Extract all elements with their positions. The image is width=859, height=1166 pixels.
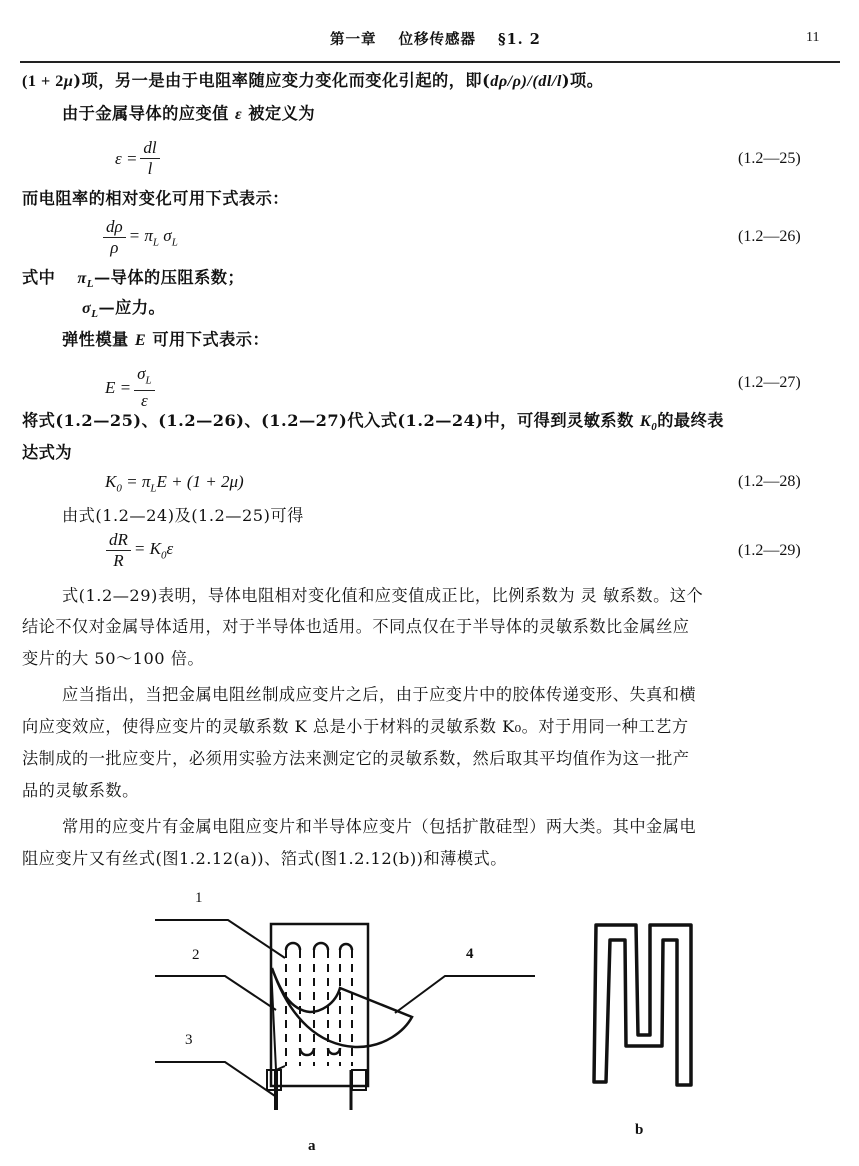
page-number: 11 [806,30,820,45]
paragraph-1-line-2: 结论不仅对金属导体适用，对于半导体也适用。不同点仅在于半导体的灵敏系数比金属丝应 [22,617,690,636]
equation-number: (1.2—26) [738,228,801,245]
equation-number: (1.2—25) [738,150,801,167]
running-header [330,28,541,49]
text-line-1: (1 + 2μ)项，另一是由于电阻率随应变力变化而变化引起的，即(dρ/ρ)/(dl/l)项。 [22,71,604,90]
section-label: §1. 2 [498,31,541,48]
paragraph-2-line-1: 应当指出，当把金属电阻丝制成应变片之后，由于应变片中的胶体传递变形、失真和横 [62,685,697,704]
paragraph-2-line-3: 法制成的一批应变片，必须用实验方法来测定它的灵敏系数，然后取其平均值作为这一批产 [22,749,690,768]
paragraph-2-line-4: 品的灵敏系数。 [22,781,139,800]
figure-a-wire-strain-gauge [140,870,540,1162]
text-line-6: 达式为 [22,443,73,462]
where-line-1: 式中 $\pi_L—$导体的压阻系数； [22,268,245,291]
equation-1-2-25: ε = $\frac{dl}{l}$ [115,138,163,179]
header-divider [20,61,840,63]
text-line-3: 而电阻率的相对变化可用下式表示： [22,189,289,208]
text-line-4: 弹性模量 E 可用下式表示： [62,330,270,349]
figure-b-caption: b [635,1122,644,1138]
paragraph-3-line-2: 阻应变片又有丝式(图1.2.12(a))、箔式(图1.2.12(b))和薄模式。 [22,849,507,868]
equation-number: (1.2—27) [738,374,801,391]
equation-1-2-29: $\frac{dR}{R}$ = $K_0\varepsilon$ [103,530,173,571]
callout-4: 4 [466,946,474,962]
equation-number: (1.2—29) [738,542,801,559]
callout-1: 1 [195,890,203,906]
callout-3: 3 [185,1032,193,1048]
strain-gauge-diagram [140,870,540,1162]
equation-1-2-26: $\frac{d\rho}{\rho}$ = $\pi_L$ $\sigma_L$ [100,217,178,258]
chapter-title: 位移传感器 [398,31,476,48]
paragraph-1-line-3: 变片的大 50～100 倍。 [22,649,205,668]
text-line-5: 将式(1.2—25)、(1.2—26)、(1.2—27)代入式(1.2—24)中，可得到灵敏系数 $K_0$的最终表 [22,411,724,434]
text-line-2: 由于金属导体的应变值 ε 被定义为 [62,104,316,123]
where-line-2: $\sigma_L—$应力。 [82,298,166,321]
paragraph-3-line-1: 常用的应变片有金属电阻应变片和半导体应变片（包括扩散硅型）两大类。其中金属电 [62,817,697,836]
equation-1-2-28: $K_0 = \pi_LE + (1 + 2\mu)$ [105,472,244,495]
paragraph-2-line-2: 向应变效应，使得应变片的灵敏系数 K 总是小于材料的灵敏系数 K₀。对于用同一种工艺方 [22,717,689,736]
paragraph-1-line-1: 式(1.2—29)表明，导体电阻相对变化值和应变值成正比，比例系数为 灵 敏系数。这个 [62,586,704,605]
equation-number: (1.2—28) [738,473,801,490]
foil-grid-diagram [560,880,760,1162]
text-line-7: 由式(1.2—24)及(1.2—25)可得 [62,506,304,525]
figure-b-foil-strain-gauge [560,880,760,1162]
chapter-label: 第一章 [330,31,377,48]
callout-2: 2 [192,947,200,963]
figure-a-caption: a [308,1138,316,1154]
equation-1-2-27: E = $\frac{\sigma_L}{\varepsilon}$ [105,364,158,411]
